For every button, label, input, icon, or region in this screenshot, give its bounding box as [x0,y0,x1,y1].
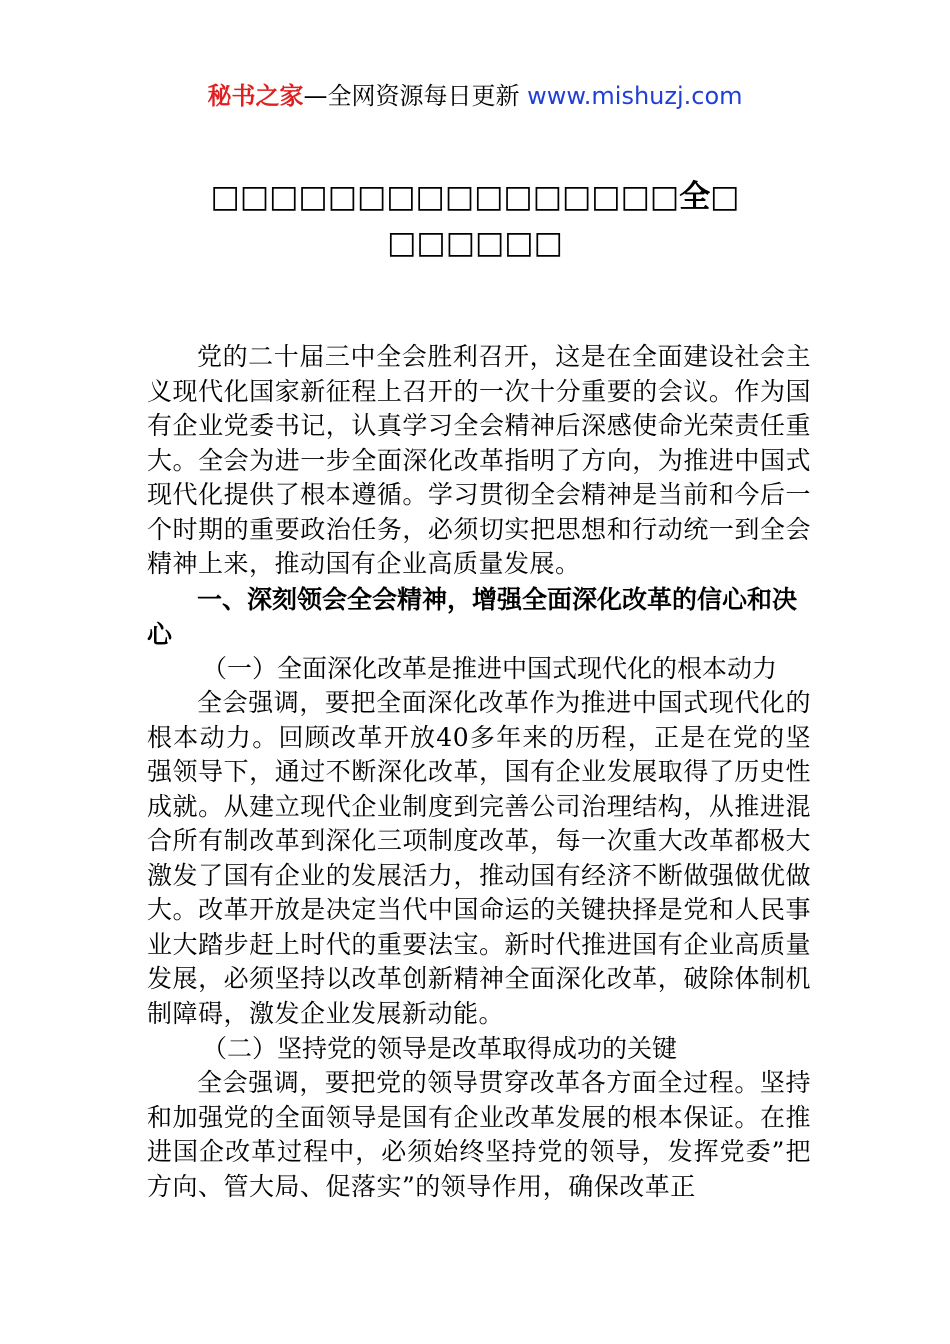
site-banner [0,80,950,112]
brand-name: 秘书之家 [207,82,304,110]
subsection-1-heading: （一）全面深化改革是推进中国式现代化的根本动力 [202,654,778,683]
document-title-line-1: □□□□□□□□□□□□□□□□全□ [210,179,740,215]
subsection-2-paragraph: 全会强调，要把党的领导贯穿改革各方面全过程。坚持和加强党的全面领导是国有企业改革发展的根本保证。在推进国企改革过程中，必须始终坚持党的领导，发挥党委”把方向、管大局、促落实”的领导作用，确保改革正 [147,1068,811,1201]
banner-tagline: 全网资源每日更新 [327,82,528,110]
subsection-1-paragraph: 全会强调，要把全面深化改革作为推进中国式现代化的根本动力。回顾改革开放40多年来的历程，正是在党的坚强领导下，通过不断深化改革，国有企业发展取得了历史性成就。从建立现代企业制度到完善公司治理结构，从推进混合所有制改革到深化三项制度改革，每一次重大改革都极大激发了国有企业的发展活力，推动国有经济不断做强做优做大。改革开放是决定当代中国命运的关键抉择是党和人民事业大踏步赶上时代的重要法宝。新时代推进国有企业高质量发展，必须坚持以改革创新精神全面深化改革，破除体制机制障碍，激发企业发展新动能。 [147,688,811,1028]
document-title-line-2: □□□□□□ [387,225,563,261]
banner-dash: — [303,82,328,110]
intro-paragraph: 党的二十届三中全会胜利召开，这是在全面建设社会主义现代化国家新征程上召开的一次十分重要的会议。作为国有企业党委书记，认真学习全会精神后深感使命光荣责任重大。全会为进一步全面深化改革指明了方向，为推进中国式现代化提供了根本遵循。学习贯彻全会精神是当前和今后一个时期的重要政治任务，必须切实把思想和行动统一到全会精神上来，推动国有企业高质量发展。 [147,342,811,578]
site-url-link[interactable]: www.mishuzj.com [527,82,743,110]
subsection-2-heading: （二）坚持党的领导是改革取得成功的关键 [202,1034,678,1063]
section-1-heading: 一、深刻领会全会精神，增强全面深化改革的信心和决心 [147,585,798,649]
